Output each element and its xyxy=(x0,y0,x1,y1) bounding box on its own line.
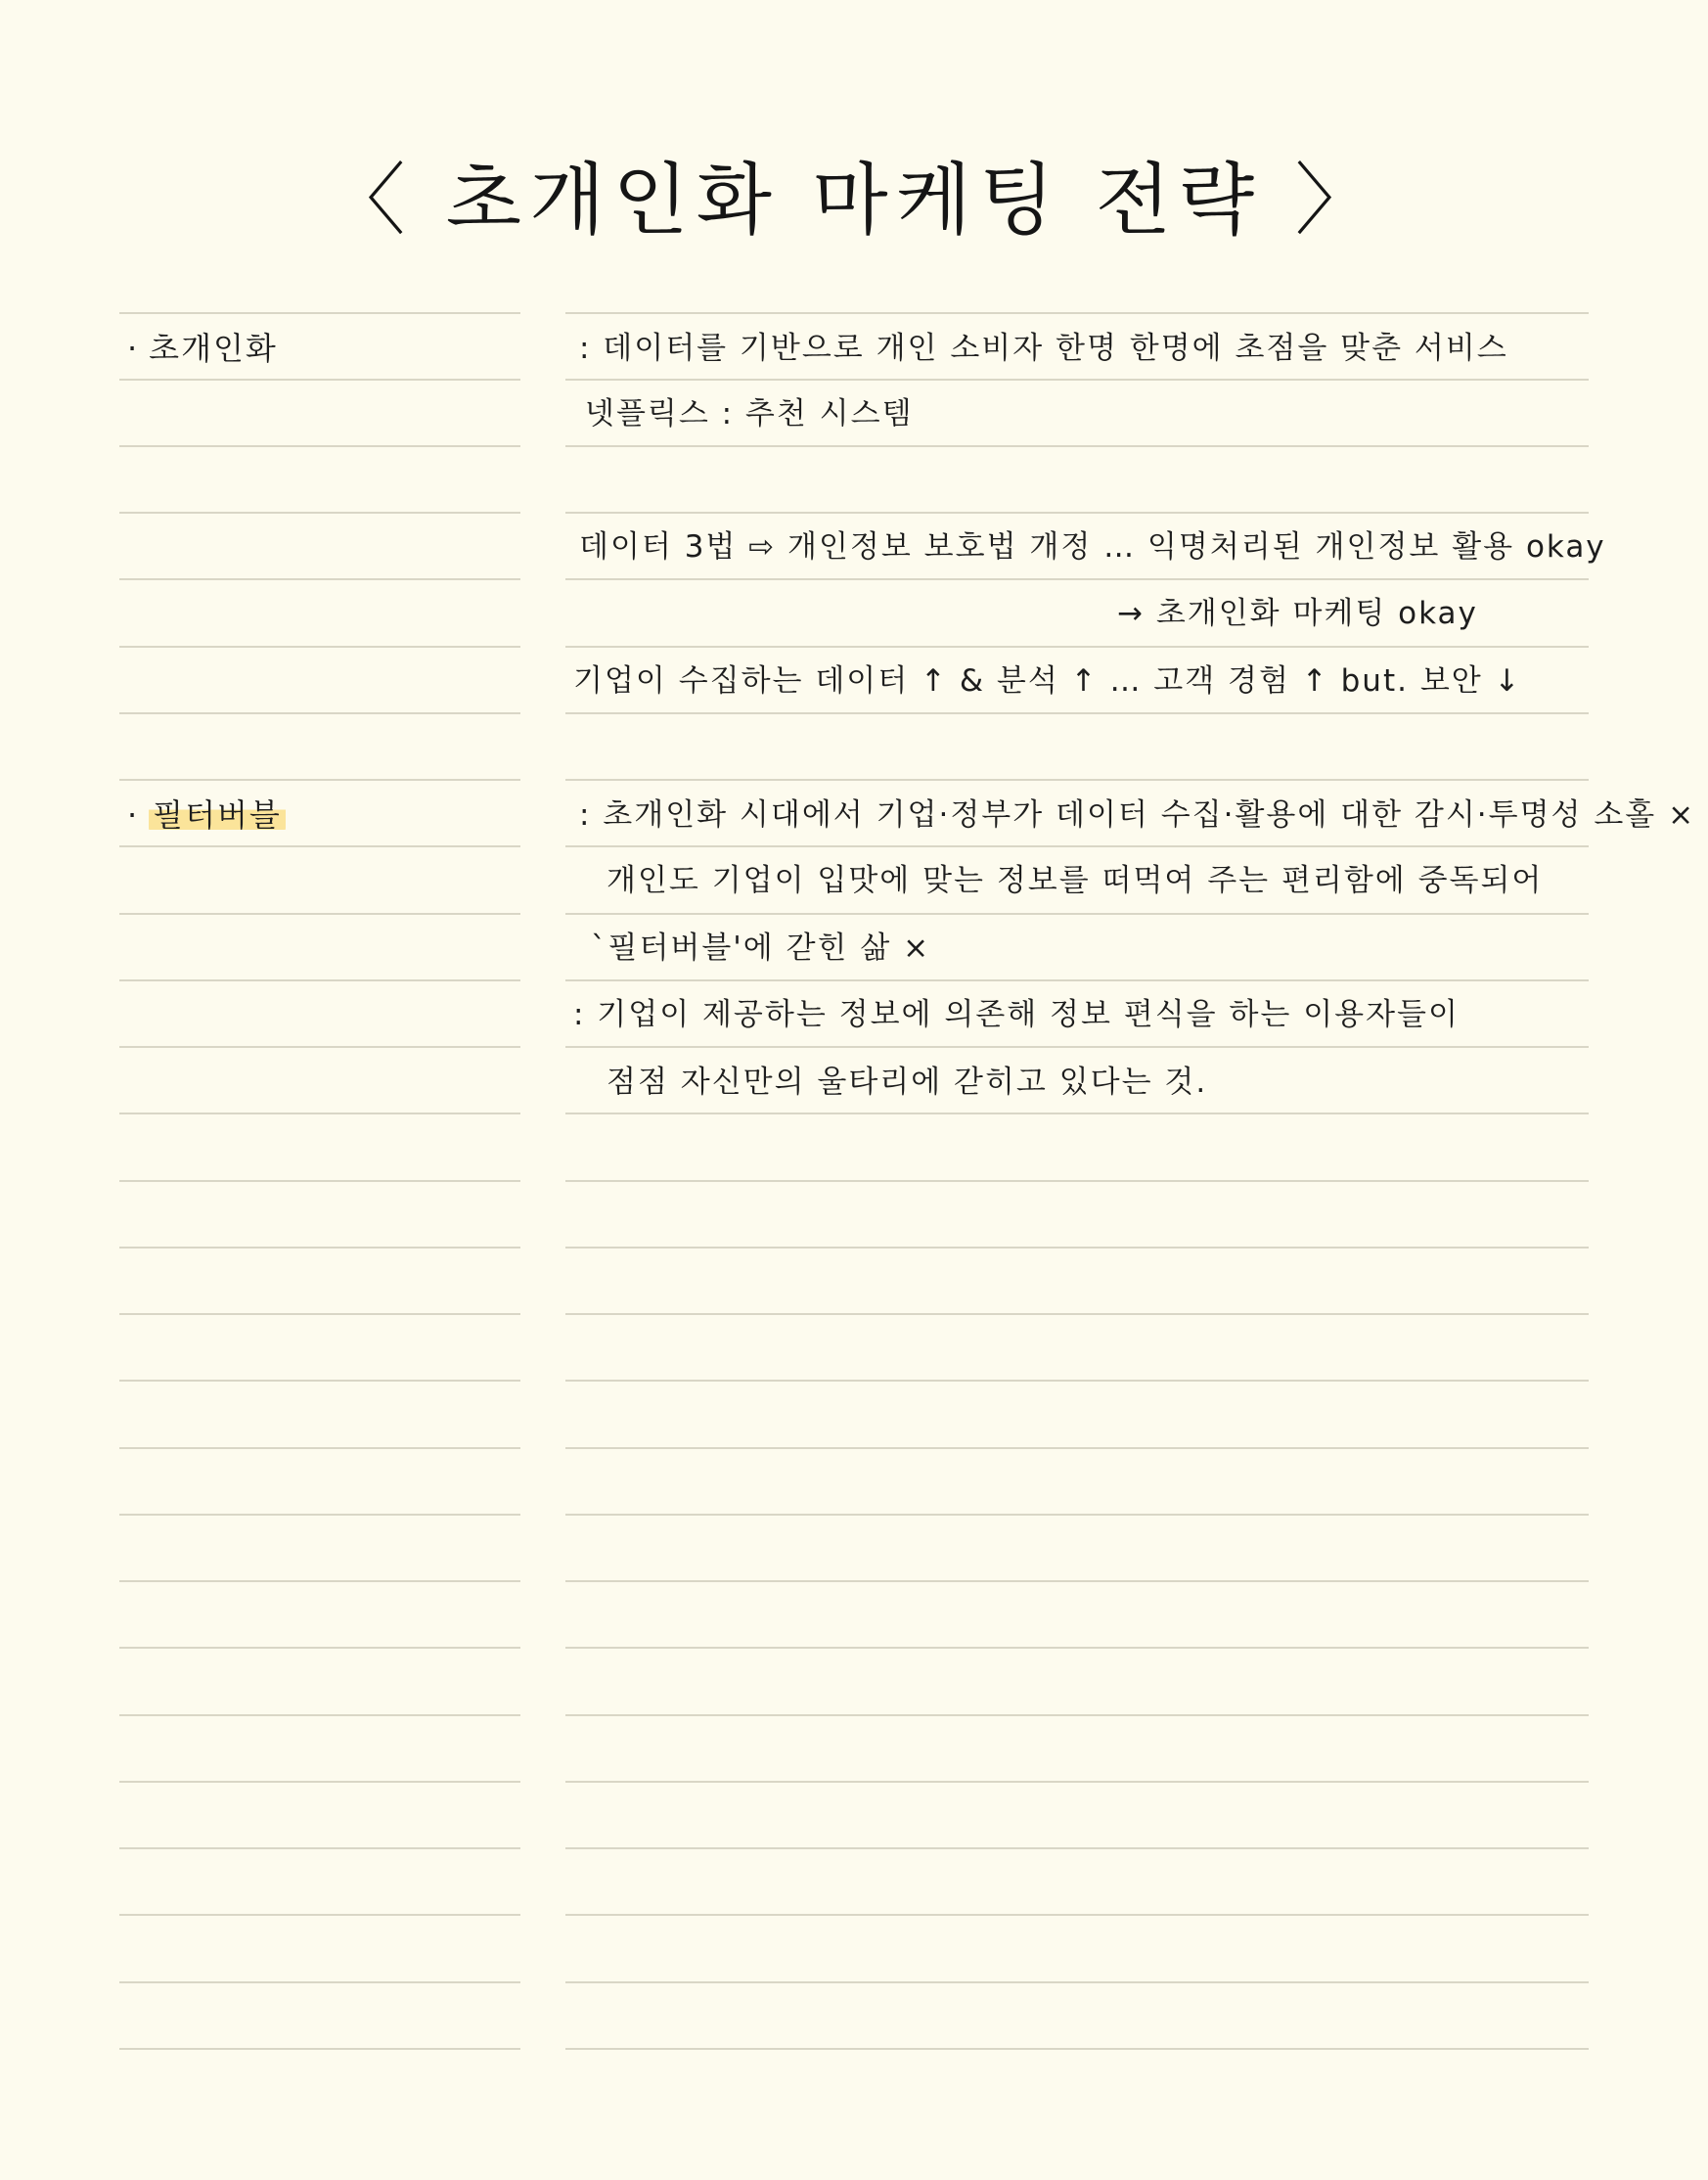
rule-line xyxy=(119,578,520,580)
rule-line xyxy=(565,1180,1589,1182)
rule-line xyxy=(565,979,1589,981)
rule-line xyxy=(119,1313,520,1315)
rule-line xyxy=(565,1447,1589,1449)
rule-line xyxy=(119,845,520,847)
rule-line xyxy=(119,1647,520,1649)
rule-line xyxy=(565,1046,1589,1048)
rule-line xyxy=(565,1981,1589,1983)
highlighted-term-label: 필터버블 xyxy=(149,796,286,834)
rule-line xyxy=(119,913,520,915)
rule-line xyxy=(119,1847,520,1849)
rule-line xyxy=(565,646,1589,648)
rule-line xyxy=(565,845,1589,847)
rule-line xyxy=(119,1447,520,1449)
rule-line xyxy=(119,312,520,314)
rule-line xyxy=(119,2048,520,2050)
rule-line xyxy=(119,1580,520,1582)
rule-line xyxy=(565,1847,1589,1849)
rule-line xyxy=(565,1914,1589,1916)
rule-line xyxy=(565,712,1589,714)
note-line: 데이터 3법 ⇨ 개인정보 보호법 개정 … 익명처리된 개인정보 활용 okay xyxy=(579,529,1606,565)
note-line: : 기업이 제공하는 정보에 의존해 정보 편식을 하는 이용자들이 xyxy=(573,997,1460,1032)
rule-line xyxy=(565,913,1589,915)
rule-line xyxy=(119,979,520,981)
rule-line xyxy=(565,1247,1589,1249)
term-bullet: · xyxy=(127,796,140,834)
rule-line xyxy=(565,1647,1589,1649)
rule-line xyxy=(565,512,1589,514)
note-line: → 초개인화 마케팅 okay xyxy=(1117,596,1478,631)
rule-line xyxy=(119,1981,520,1983)
note-line: 개인도 기업이 입맛에 맞는 정보를 떠먹여 주는 편리함에 중독되어 xyxy=(607,863,1544,898)
rule-line xyxy=(565,1380,1589,1382)
rule-line xyxy=(565,1714,1589,1716)
rule-line xyxy=(119,1380,520,1382)
rule-line xyxy=(119,1180,520,1182)
note-line: `필터버블'에 갇힌 삶 × xyxy=(591,931,931,966)
note-line: : 초개인화 시대에서 기업·정부가 데이터 수집·활용에 대한 감시·투명성 소홀 × xyxy=(579,797,1696,833)
rule-line xyxy=(119,779,520,781)
rule-line xyxy=(565,1781,1589,1783)
rule-line xyxy=(119,512,520,514)
rule-line xyxy=(119,1714,520,1716)
rule-line xyxy=(565,379,1589,381)
term-filter-bubble xyxy=(127,793,286,838)
rule-line xyxy=(565,1514,1589,1516)
note-line: 넷플릭스 : 추천 시스템 xyxy=(585,396,914,431)
rule-line xyxy=(119,1914,520,1916)
note-line: : 데이터를 기반으로 개인 소비자 한명 한명에 초점을 맞춘 서비스 xyxy=(579,331,1508,366)
rule-line xyxy=(565,1313,1589,1315)
rule-line xyxy=(565,1580,1589,1582)
rule-line xyxy=(119,1247,520,1249)
rule-line xyxy=(119,1781,520,1783)
rule-line xyxy=(565,779,1589,781)
rule-line xyxy=(119,445,520,447)
rule-line xyxy=(565,1113,1589,1114)
rule-line xyxy=(119,712,520,714)
rule-line xyxy=(119,646,520,648)
rule-line xyxy=(119,379,520,381)
note-line: 기업이 수집하는 데이터 ↑ & 분석 ↑ … 고객 경험 ↑ but. 보안 ↓ xyxy=(573,663,1522,699)
rule-line xyxy=(565,2048,1589,2050)
rule-line xyxy=(565,578,1589,580)
rule-line xyxy=(565,312,1589,314)
rule-line xyxy=(119,1113,520,1114)
note-line: 점점 자신만의 울타리에 갇히고 있다는 것. xyxy=(607,1065,1208,1100)
rule-line xyxy=(119,1514,520,1516)
term-label: 초개인화 xyxy=(149,330,278,367)
page-title: 〈 초개인화 마케팅 전략 〉 xyxy=(327,155,1381,246)
term-bullet: · xyxy=(127,330,140,367)
term-hyper-personalization xyxy=(127,326,278,371)
rule-line xyxy=(119,1046,520,1048)
rule-line xyxy=(565,445,1589,447)
